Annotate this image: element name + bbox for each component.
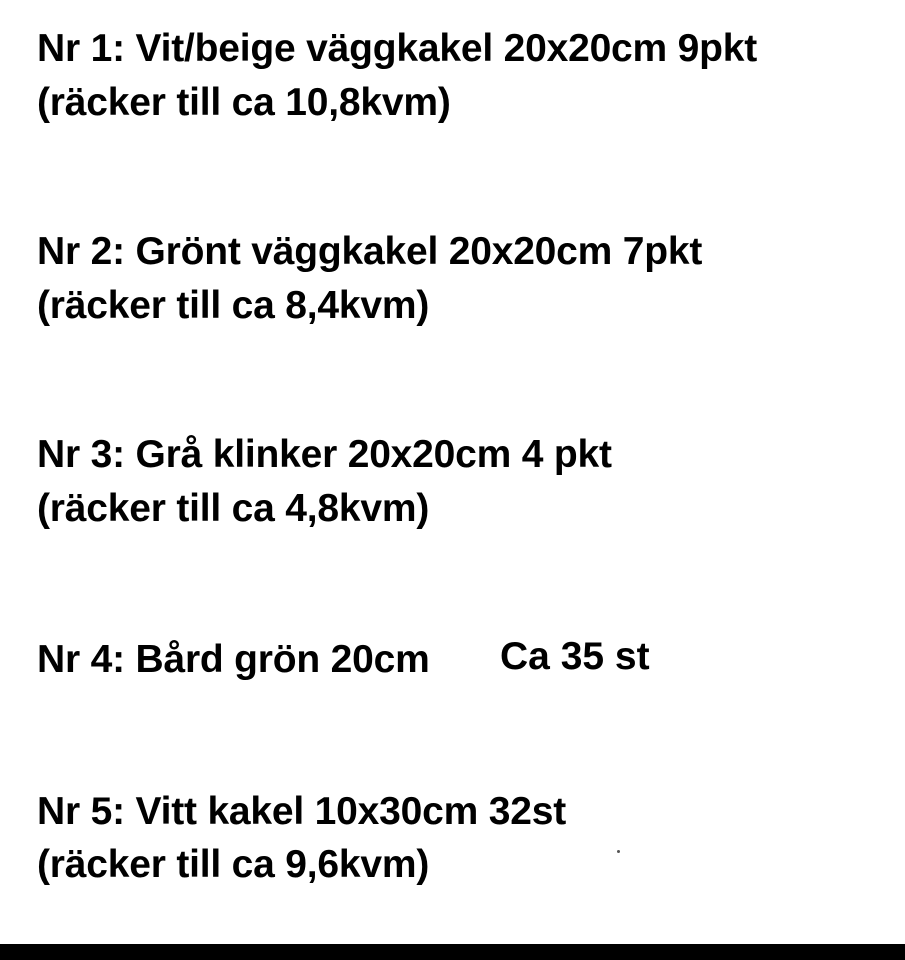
item-3-coverage: (räcker till ca 4,8kvm) bbox=[37, 487, 430, 530]
item-2-title: Nr 2: Grönt väggkakel 20x20cm 7pkt bbox=[37, 230, 703, 273]
stray-dot bbox=[617, 850, 620, 853]
item-1-title: Nr 1: Vit/beige väggkakel 20x20cm 9pkt bbox=[37, 27, 758, 70]
bottom-bar bbox=[0, 944, 905, 960]
item-4-quantity: Ca 35 st bbox=[500, 635, 650, 678]
item-3-title: Nr 3: Grå klinker 20x20cm 4 pkt bbox=[37, 433, 612, 476]
item-2-coverage: (räcker till ca 8,4kvm) bbox=[37, 284, 430, 327]
item-5-title: Nr 5: Vitt kakel 10x30cm 32st bbox=[37, 790, 566, 833]
item-5-coverage: (räcker till ca 9,6kvm) bbox=[37, 843, 430, 886]
item-1-coverage: (räcker till ca 10,8kvm) bbox=[37, 81, 451, 124]
item-4-title: Nr 4: Bård grön 20cm bbox=[37, 638, 430, 681]
